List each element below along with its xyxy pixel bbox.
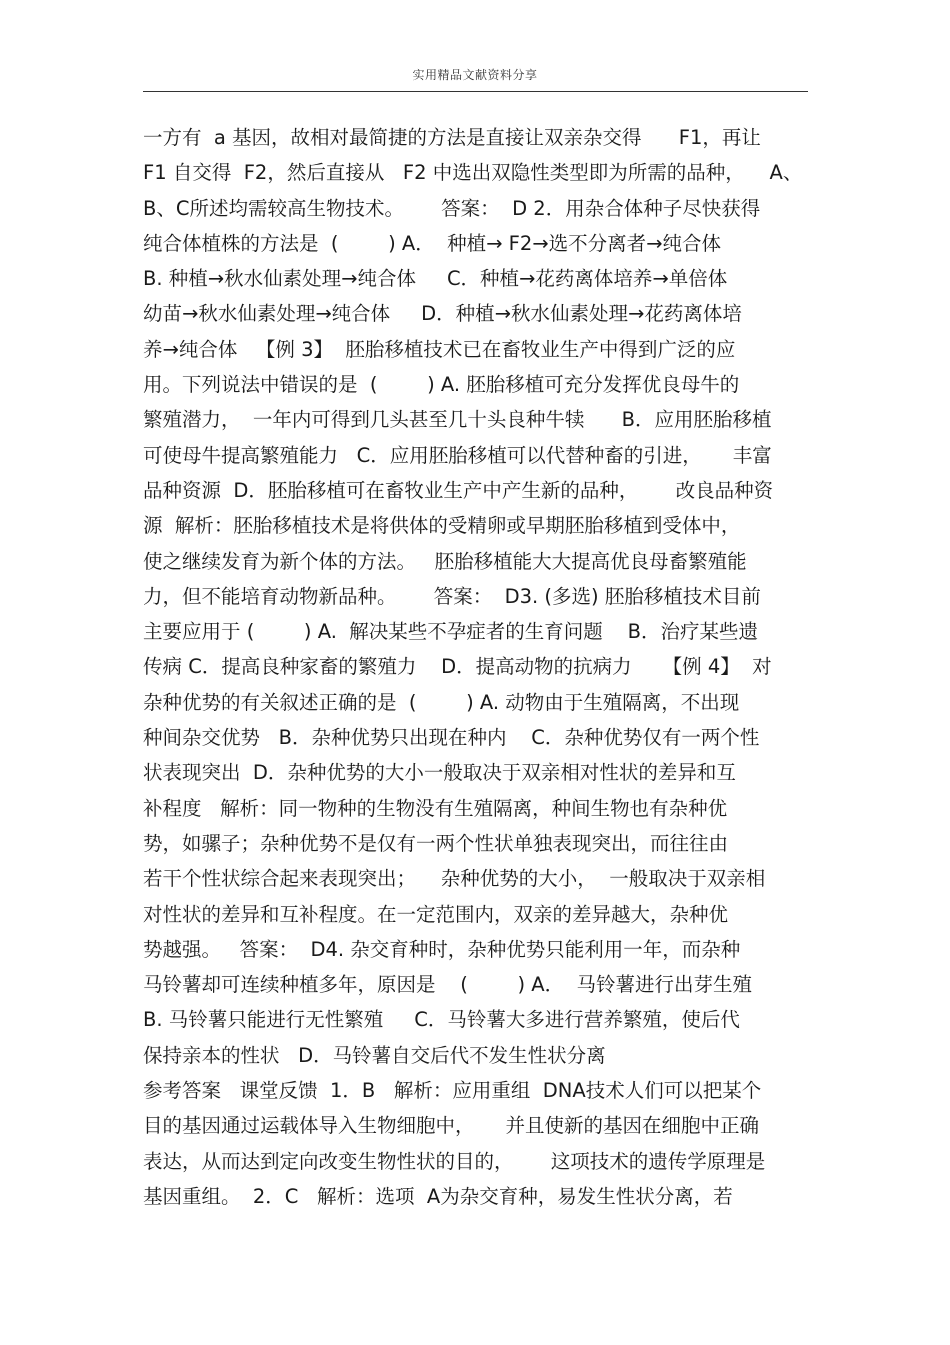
text-line: 一方有 a 基因，故相对最简捷的方法是直接让双亲杂交得 F1，再让 (143, 126, 761, 149)
text-line: 使之继续发育为新个体的方法。 胚胎移植能大大提高优良母畜繁殖能 (143, 549, 747, 573)
text-line: 繁殖潜力， 一年内可得到几头甚至几十头良种牛犊 B．应用胚胎移植 (143, 408, 772, 432)
text-line: 纯合体植株的方法是 ( ) A． 种植→ F2→选不分离者→纯合体 (143, 231, 721, 255)
text-line: 状表现突出 D．杂种优势的大小一般取决于双亲相对性状的差异和互 (143, 761, 736, 785)
text-line: 杂种优势的有关叙述正确的是 ( ) A. 动物由于生殖隔离，不出现 (143, 690, 740, 714)
text-line: 目的基因通过运载体导入生物细胞中， 并且使新的基因在细胞中正确 (143, 1114, 759, 1138)
text-line: 主要应用于 ( ) A. 解决某些不孕症者的生育问题 B．治疗某些遗 (143, 620, 758, 644)
text-line: 基因重组。 2．C 解析：选项 A为杂交育种，易发生性状分离，若 (143, 1184, 733, 1208)
header-divider (143, 91, 808, 92)
text-line: 源 解析：胚胎移植技术是将供体的受精卵或早期胚胎移植到受体中， (143, 514, 741, 538)
text-line: 势，如骡子；杂种优势不是仅有一两个性状单独表现突出，而往往由 (143, 831, 729, 855)
text-line: 参考答案 课堂反馈 1．B 解析：应用重组 DNA技术人们可以把某个 (143, 1079, 762, 1103)
text-line: 种间杂交优势 B．杂种优势只出现在种内 C．杂种优势仅有一两个性 (143, 726, 760, 750)
text-line: 马铃薯却可连续种植多年，原因是 ( ) A． 马铃薯进行出芽生殖 (143, 973, 753, 997)
text-line: B、C所述均需较高生物技术。 答案： D 2．用杂合体种子尽快获得 (143, 196, 761, 220)
text-line: 补程度 解析：同一物种的生物没有生殖隔离，种间生物也有杂种优 (143, 796, 728, 820)
text-line: 养→纯合体 【例 3】 胚胎移植技术已在畜牧业生产中得到广泛的应 (143, 337, 736, 361)
text-line: 对性状的差异和互补程度。在一定范围内，双亲的差异越大，杂种优 (143, 902, 729, 926)
text-line: 若干个性状综合起来表现突出； 杂种优势的大小， 一般取决于双亲相 (143, 867, 766, 891)
text-line: 保持亲本的性状 D．马铃薯自交后代不发生性状分离 (143, 1043, 606, 1067)
text-line: 力，但不能培育动物新品种。 答案： D3. (多选) 胚胎移植技术目前 (143, 584, 761, 608)
text-line: 表达，从而达到定向改变生物性状的目的， 这项技术的遗传学原理是 (143, 1149, 766, 1173)
text-line: 势越强。 答案： D4. 杂交育种时，杂种优势只能利用一年，而杂种 (143, 937, 741, 961)
text-line: 可使母牛提高繁殖能力 C．应用胚胎移植可以代替种畜的引进， 丰富 (143, 443, 772, 467)
text-line: 用。下列说法中错误的是 ( ) A. 胚胎移植可充分发挥优良母牛的 (143, 373, 740, 397)
page-header: 实用精品文献资料分享 (412, 68, 538, 82)
text-line: B. 马铃薯只能进行无性繁殖 C．马铃薯大多进行营养繁殖，使后代 (143, 1008, 740, 1032)
text-line: F1 自交得 F2，然后直接从 F2 中选出双隐性类型即为所需的品种， A、 (143, 161, 803, 185)
text-line: 传病 C．提高良种家畜的繁殖力 D．提高动物的抗病力 【例 4】 对 (143, 655, 772, 679)
document-body (143, 120, 813, 1214)
text-line: 品种资源 D．胚胎移植可在畜牧业生产中产生新的品种， 改良品种资 (143, 478, 774, 502)
text-line: 幼苗→秋水仙素处理→纯合体 D．种植→秋水仙素处理→花药离体培 (143, 302, 742, 326)
text-line: B. 种植→秋水仙素处理→纯合体 C．种植→花药离体培养→单倍体 (143, 267, 728, 291)
